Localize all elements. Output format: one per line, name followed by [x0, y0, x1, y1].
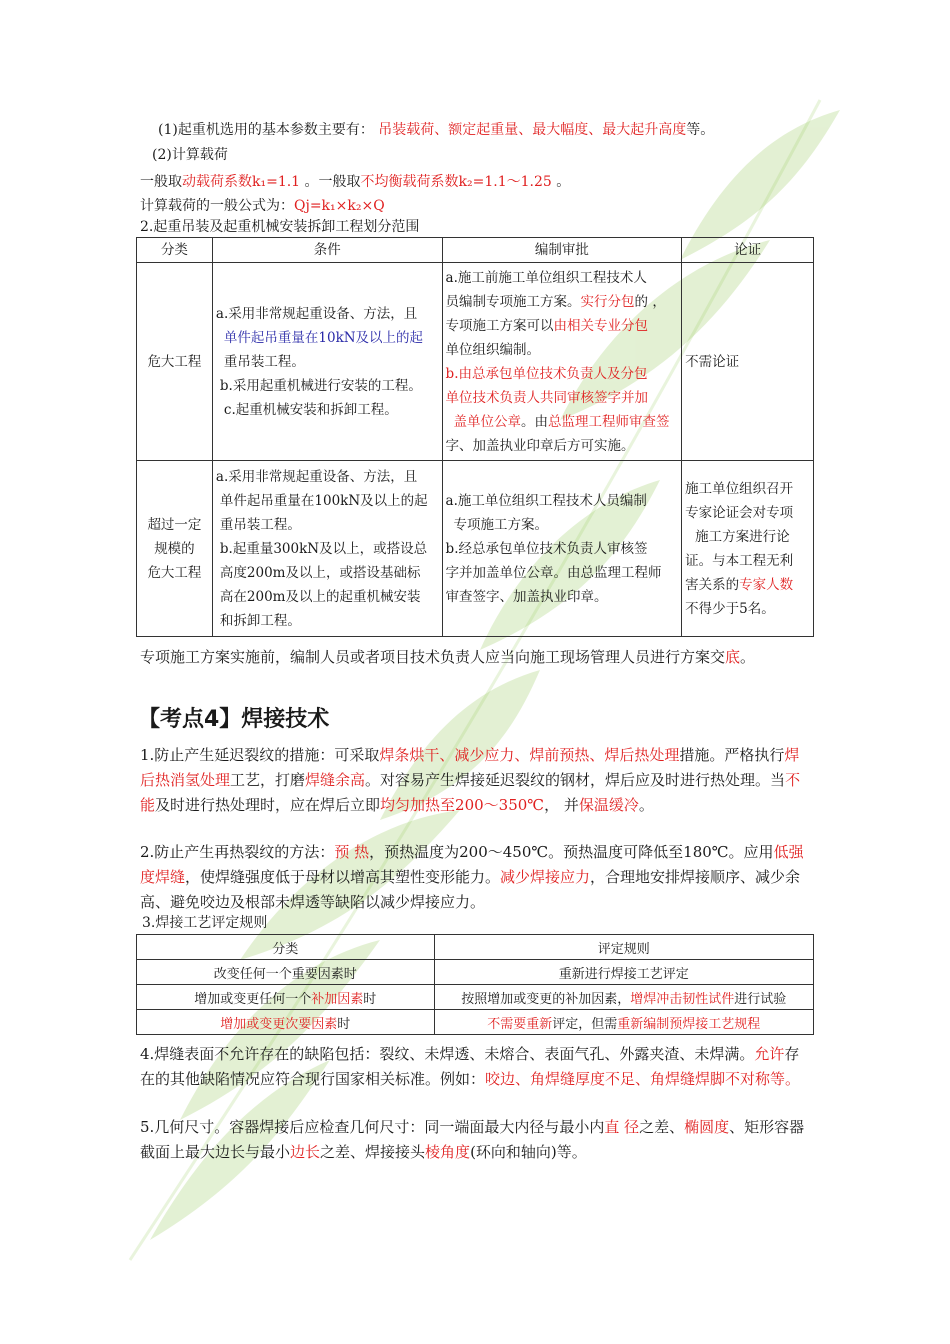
t2-r2-cat-a: 增加或变更任何一个 [194, 991, 312, 1007]
intro-l1-suffix: 等。 [686, 122, 715, 138]
table-row [137, 960, 814, 985]
w-p1-c: 工艺，打磨 [230, 771, 306, 789]
row1-proof: 不需论证 [682, 263, 814, 461]
t2-r2-rule [434, 985, 813, 1010]
intro-l1-red: 吊装载荷、额定起重量、最大幅度、最大起升高度 [378, 122, 687, 138]
row2-cond-7: 和拆卸工程。 [219, 612, 301, 629]
w-p5-red2: 椭圆度 [684, 1118, 730, 1136]
w-p1-f: ， 并 [544, 796, 579, 814]
row2-proof-5a: 害关系的 [685, 576, 740, 593]
w-p1-red2: 焊后热消氢处理 [140, 746, 800, 789]
row2-appr-1: a.施工单位组织工程技术人员编制 [445, 492, 647, 509]
row1-cond-b: b.采用起重机械进行安装的工程。 [219, 377, 422, 394]
welding-paragraph-3: 3.焊接工艺评定规则 [142, 915, 268, 931]
w-p2-red2: 低强度焊缝 [140, 843, 804, 886]
w-p4-red1: 允许 [754, 1045, 785, 1063]
row2-cond-2: 单件起吊重量在100kN及以上的起 [219, 492, 428, 509]
t2-r1-category: 改变任何一个重要因素时 [137, 960, 435, 985]
row1-appr-2red: 实行分包 [580, 293, 635, 310]
intro-line-1 [158, 120, 714, 140]
t2-r3-rule-red1: 不需要重新 [487, 1016, 553, 1032]
row2-cond-4: b.起重量300kN及以上，或搭设总 [219, 540, 428, 557]
intro-line-3 [140, 172, 570, 192]
w-p2-red1: 预 热 [334, 843, 370, 861]
row2-proof [682, 461, 814, 637]
row1-cond-a2: 单件起吊重量在10kN及以上的起 [223, 329, 424, 346]
row1-cond-a3: 重吊装工程。 [223, 353, 305, 370]
row2-appr-4: 字并加盖单位公章。由总监理工程师 [445, 564, 662, 581]
w-p1-red3: 焊缝余高 [305, 771, 366, 789]
row2-cat-1: 超过一定 [147, 516, 202, 533]
after-table-paragraph [140, 645, 812, 670]
row1-appr-2a: 员编制专项施工方案。 [445, 293, 581, 310]
intro-l3-c: 。 [556, 174, 571, 190]
t2-r3-rule-a: 评定，但需 [552, 1016, 618, 1032]
table-row [137, 263, 814, 461]
welding-procedure-table [136, 934, 814, 1035]
w-p1-red1: 焊条烘干、减少应力、焊前预热、焊后热处理 [379, 746, 680, 764]
w-p5-red1: 直 径 [604, 1118, 640, 1136]
w-p1-d: 。对容易产生焊接延迟裂纹的钢材，焊后应及时进行热处理。当 [365, 771, 786, 789]
w-p5-c: 、矩形容器截面上最大边长与最小 [140, 1118, 805, 1161]
intro-l4-prefix: 计算载荷的一般公式为： [140, 198, 294, 214]
row2-cond-5: 高度200m及以上，或搭设基础标 [219, 564, 421, 581]
row1-appr-3red: 由相关专业分包 [553, 317, 649, 334]
t2-r2-rule-a: 按照增加或变更的补加因素， [461, 991, 631, 1007]
after-table-red: 底 [725, 648, 741, 666]
row2-proof-1: 施工单位组织召开 [685, 480, 794, 497]
t2-r3-cat-red: 增加或变更次要因素 [220, 1016, 338, 1032]
row1-appr-2b: 的 ， [634, 293, 666, 310]
t2-r2-rule-b: 进行试验 [734, 991, 787, 1007]
t2-header-category: 分类 [137, 935, 435, 960]
row2-cat-2: 规模的 [154, 540, 195, 557]
w-p2-d: ，合理地安排焊接顺序、减少余高、避免咬边及根部未焊透等缺陷以减少焊接应力。 [140, 868, 801, 911]
w-p2-red3: 减少焊接应力 [500, 868, 591, 886]
w-p1-g: 。 [638, 796, 654, 814]
header-category: 分类 [137, 238, 213, 263]
row1-appr-8: 字、加盖执业印章后方可实施。 [445, 437, 635, 454]
w-p1-red4: 不 能 [140, 771, 801, 814]
w-p2-c: ，使焊缝强度低于母材以增高其塑性变形能力。 [185, 868, 501, 886]
row2-cat-3: 危大工程 [147, 564, 202, 581]
row1-cond-a1: a.采用非常规起重设备、方法，且 [215, 305, 418, 322]
row1-condition [212, 263, 442, 461]
w-p5-e: (环向和轴向)等。 [470, 1143, 587, 1161]
row1-appr-6: 单位技术负责人共同审核签字并加 [445, 389, 649, 406]
w-p1-b: 措施。严格执行 [679, 746, 785, 764]
intro-l3-red1: 动载荷系数k₁=1.1 [182, 174, 301, 190]
after-table-end: 。 [740, 648, 756, 666]
row2-proof-4: 证。与本工程无利 [685, 552, 794, 569]
row2-condition [212, 461, 442, 637]
t2-r3-rule [434, 1010, 813, 1035]
t2-r3-cat-b: 时 [337, 1016, 351, 1032]
w-p2-b: ，预热温度为200～450℃。预热温度可降低至180℃。应用 [369, 843, 774, 861]
w-p2-a: 2.防止产生再热裂纹的方法： [140, 843, 335, 861]
t2-r2-cat-red: 补加因素 [311, 991, 364, 1007]
t2-r3-rule-red2: 重新编制预焊接工艺规程 [617, 1016, 761, 1032]
row1-appr-4: 单位组织编制。 [445, 341, 541, 358]
row2-proof-6: 不得少于5名。 [685, 600, 775, 617]
welding-paragraph-1 [140, 743, 812, 818]
w-p5-red4: 棱角度 [425, 1143, 471, 1161]
row1-appr-1: a.施工前施工单位组织工程技术人 [445, 269, 647, 286]
w-p1-a: 1.防止产生延迟裂纹的措施：可采取 [140, 746, 380, 764]
row2-appr-2: 专项施工方案。 [453, 516, 549, 533]
lifting-scope-table [136, 237, 814, 637]
row2-cond-3: 重吊装工程。 [219, 516, 301, 533]
intro-l1-prefix: (1)起重机选用的基本参数主要有： [158, 122, 374, 138]
row1-approval [442, 263, 682, 461]
welding-paragraph-5 [140, 1115, 812, 1165]
table-header-row [137, 238, 814, 263]
w-p5-red3: 边长 [290, 1143, 321, 1161]
row2-appr-3: b.经总承包单位技术负责人审核签 [445, 540, 648, 557]
table-row [137, 985, 814, 1010]
row2-appr-5: 审查签字、加盖执业印章。 [445, 588, 608, 605]
header-proof: 论证 [682, 238, 814, 263]
intro-l3-a: 一般取 [140, 174, 182, 190]
w-p5-b: 之差、 [639, 1118, 685, 1136]
row2-cond-1: a.采用非常规起重设备、方法，且 [215, 468, 418, 485]
row2-proof-3: 施工方案进行论 [695, 528, 790, 545]
row1-appr-3a: 专项施工方案可以 [445, 317, 554, 334]
w-p1-red6: 保温缓冷 [578, 796, 639, 814]
row2-approval [442, 461, 682, 637]
intro-l3-red2: 不均衡载荷系数k₂=1.1～1.25 [360, 174, 552, 190]
intro-l3-b: 。一般取 [304, 174, 361, 190]
table-row [137, 461, 814, 637]
intro-l4-red: Qj=k₁×k₂×Q [294, 198, 385, 214]
w-p5-d: 之差、焊接接头 [320, 1143, 426, 1161]
t2-r1-rule: 重新进行焊接工艺评定 [434, 960, 813, 985]
welding-paragraph-4 [140, 1042, 812, 1092]
t2-r3-category [137, 1010, 435, 1035]
intro-line-5: 2.起重吊装及起重机械安装拆卸工程划分范围 [140, 219, 420, 235]
row1-appr-7red2: 总监理工程师审查签 [548, 413, 670, 430]
w-p4-a: 4.焊缝表面不允许存在的缺陷包括：裂纹、未焊透、未熔合、表面气孔、外露夹渣、未焊满。 [140, 1045, 755, 1063]
w-p1-red5: 均匀加热至200～350℃ [380, 796, 545, 814]
t2-header-rule: 评定规则 [434, 935, 813, 960]
welding-paragraph-2 [140, 840, 812, 915]
section-title: 【考点4】焊接技术 [138, 707, 330, 732]
t2-r2-category [137, 985, 435, 1010]
row1-appr-7red: 盖单位公章 [453, 413, 522, 430]
header-condition: 条件 [212, 238, 442, 263]
intro-line-2: (2)计算载荷 [152, 147, 228, 163]
row1-category: 危大工程 [137, 263, 213, 461]
row1-appr-7a: 。由 [521, 413, 549, 430]
w-p4-b: 存在的其他缺陷情况应符合现行国家相关标准。例如： [140, 1045, 800, 1088]
table-row [137, 1010, 814, 1035]
row2-proof-2: 专家论证会对专项 [685, 504, 794, 521]
w-p4-red2: 咬边、角焊缝厚度不足、角焊缝焊脚不对称等。 [485, 1070, 801, 1088]
after-table-text: 专项施工方案实施前，编制人员或者项目技术负责人应当向施工现场管理人员进行方案交 [140, 648, 726, 666]
row2-proof-5red: 专家人数 [739, 576, 794, 593]
t2-r2-cat-b: 时 [363, 991, 377, 1007]
row2-cond-6: 高在200m及以上的起重机械安装 [219, 588, 421, 605]
row2-category [137, 461, 213, 637]
intro-line-4 [140, 196, 385, 216]
w-p1-e: 及时进行热处理时，应在焊后立即 [155, 796, 381, 814]
w-p5-a: 5.几何尺寸。容器焊接后应检查几何尺寸：同一端面最大内径与最小内 [140, 1118, 605, 1136]
table-header-row [137, 935, 814, 960]
t2-r2-rule-red: 增焊冲击韧性试件 [630, 991, 735, 1007]
row1-cond-c: c.起重机械安装和拆卸工程。 [223, 401, 398, 418]
row1-appr-5: b.由总承包单位技术负责人及分包 [445, 365, 648, 382]
header-approval: 编制审批 [442, 238, 682, 263]
